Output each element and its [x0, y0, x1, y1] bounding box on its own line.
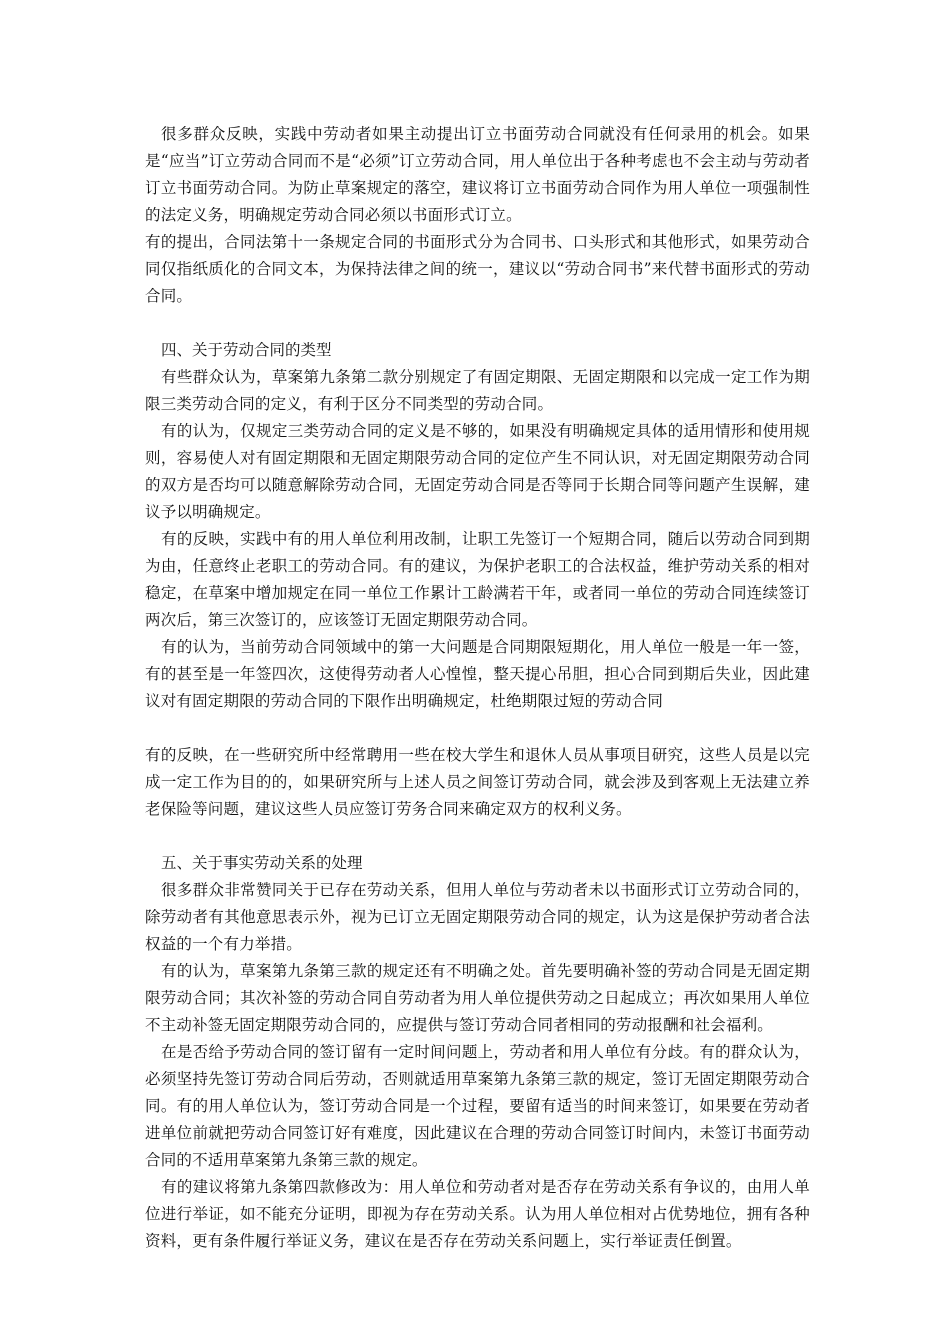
paragraph: 有的认为，草案第九条第三款的规定还有不明确之处。首先要明确补签的劳动合同是无固定期限劳动合同；其次补签的劳动合同自劳动者为用人单位提供劳动之日起成立；再次如果用人单位不主动补签无固定期限劳动合同的，应提供与签订劳动合同者相同的劳动报酬和社会福利。: [145, 962, 810, 1034]
paragraph: 有的反映，实践中有的用人单位利用改制，让职工先签订一个短期合同，随后以劳动合同到期为由，任意终止老职工的劳动合同。有的建议，为保护老职工的合法权益，维护劳动关系的相对稳定，在草案中增加规定在同一单位工作累计工龄满若干年，或者同一单位的劳动合同连续签订两次后，第三次签订的，应该签订无固定期限劳动合同。: [145, 530, 810, 629]
paragraph: 很多群众非常赞同关于已存在劳动关系，但用人单位与劳动者未以书面形式订立劳动合同的，除劳动者有其他意思表示外，视为已订立无固定期限劳动合同的规定，认为这是保护劳动者合法权益的一个有力举措。: [145, 881, 810, 953]
paragraph: 在是否给予劳动合同的签订留有一定时间问题上，劳动者和用人单位有分歧。有的群众认为，必须坚持先签订劳动合同后劳动，否则就适用草案第九条第三款的规定，签订无固定期限劳动合同。有的用人单位认为，签订劳动合同是一个过程，要留有适当的时间来签订，如果要在劳动者进单位前就把劳动合同签订好有难度，因此建议在合理的劳动合同签订时间内，未签订书面劳动合同的不适用草案第九条第三款的规定。: [145, 1043, 810, 1169]
spacer: [145, 823, 810, 850]
spacer: [145, 715, 810, 742]
paragraph: 有的提出，合同法第十一条规定合同的书面形式分为合同书、口头形式和其他形式，如果劳动合同仅指纸质化的合同文本，为保持法律之间的统一，建议以“劳动合同书”来代替书面形式的劳动合同。: [145, 233, 810, 305]
paragraph: 有的反映，在一些研究所中经常聘用一些在校大学生和退休人员从事项目研究，这些人员是以完成一定工作为目的的，如果研究所与上述人员之间签订劳动合同，就会涉及到客观上无法建立养老保险等问题，建议这些人员应签订劳务合同来确定双方的权利义务。: [145, 746, 810, 818]
spacer: [145, 310, 810, 337]
document-body: [145, 121, 810, 1255]
section-heading-4: 四、关于劳动合同的类型: [161, 341, 332, 359]
paragraph: 有的认为，仅规定三类劳动合同的定义是不够的，如果没有明确规定具体的适用情形和使用规则，容易使人对有固定期限和无固定期限劳动合同的定位产生不同认识，对无固定期限劳动合同的双方是否均可以随意解除劳动合同，无固定劳动合同是否等同于长期合同等问题产生误解，建议予以明确规定。: [145, 422, 810, 521]
paragraph: 有的认为，当前劳动合同领域中的第一大问题是合同期限短期化，用人单位一般是一年一签，有的甚至是一年签四次，这使得劳动者人心惶惶，整天提心吊胆，担心合同到期后失业，因此建议对有固定期限的劳动合同的下限作出明确规定，杜绝期限过短的劳动合同: [145, 638, 810, 710]
paragraph: 有的建议将第九条第四款修改为：用人单位和劳动者对是否存在劳动关系有争议的，由用人单位进行举证，如不能充分证明，即视为存在劳动关系。认为用人单位相对占优势地位，拥有各种资料，更有条件履行举证义务，建议在是否存在劳动关系问题上，实行举证责任倒置。: [145, 1178, 810, 1250]
paragraph: 很多群众反映，实践中劳动者如果主动提出订立书面劳动合同就没有任何录用的机会。如果是“应当”订立劳动合同而不是“必须”订立劳动合同，用人单位出于各种考虑也不会主动与劳动者订立书面劳动合同。为防止草案规定的落空，建议将订立书面劳动合同作为用人单位一项强制性的法定义务，明确规定劳动合同必须以书面形式订立。: [145, 125, 810, 224]
paragraph: 有些群众认为，草案第九条第二款分别规定了有固定期限、无固定期限和以完成一定工作为期限三类劳动合同的定义，有利于区分不同类型的劳动合同。: [145, 368, 810, 413]
section-heading-5: 五、关于事实劳动关系的处理: [161, 854, 363, 872]
